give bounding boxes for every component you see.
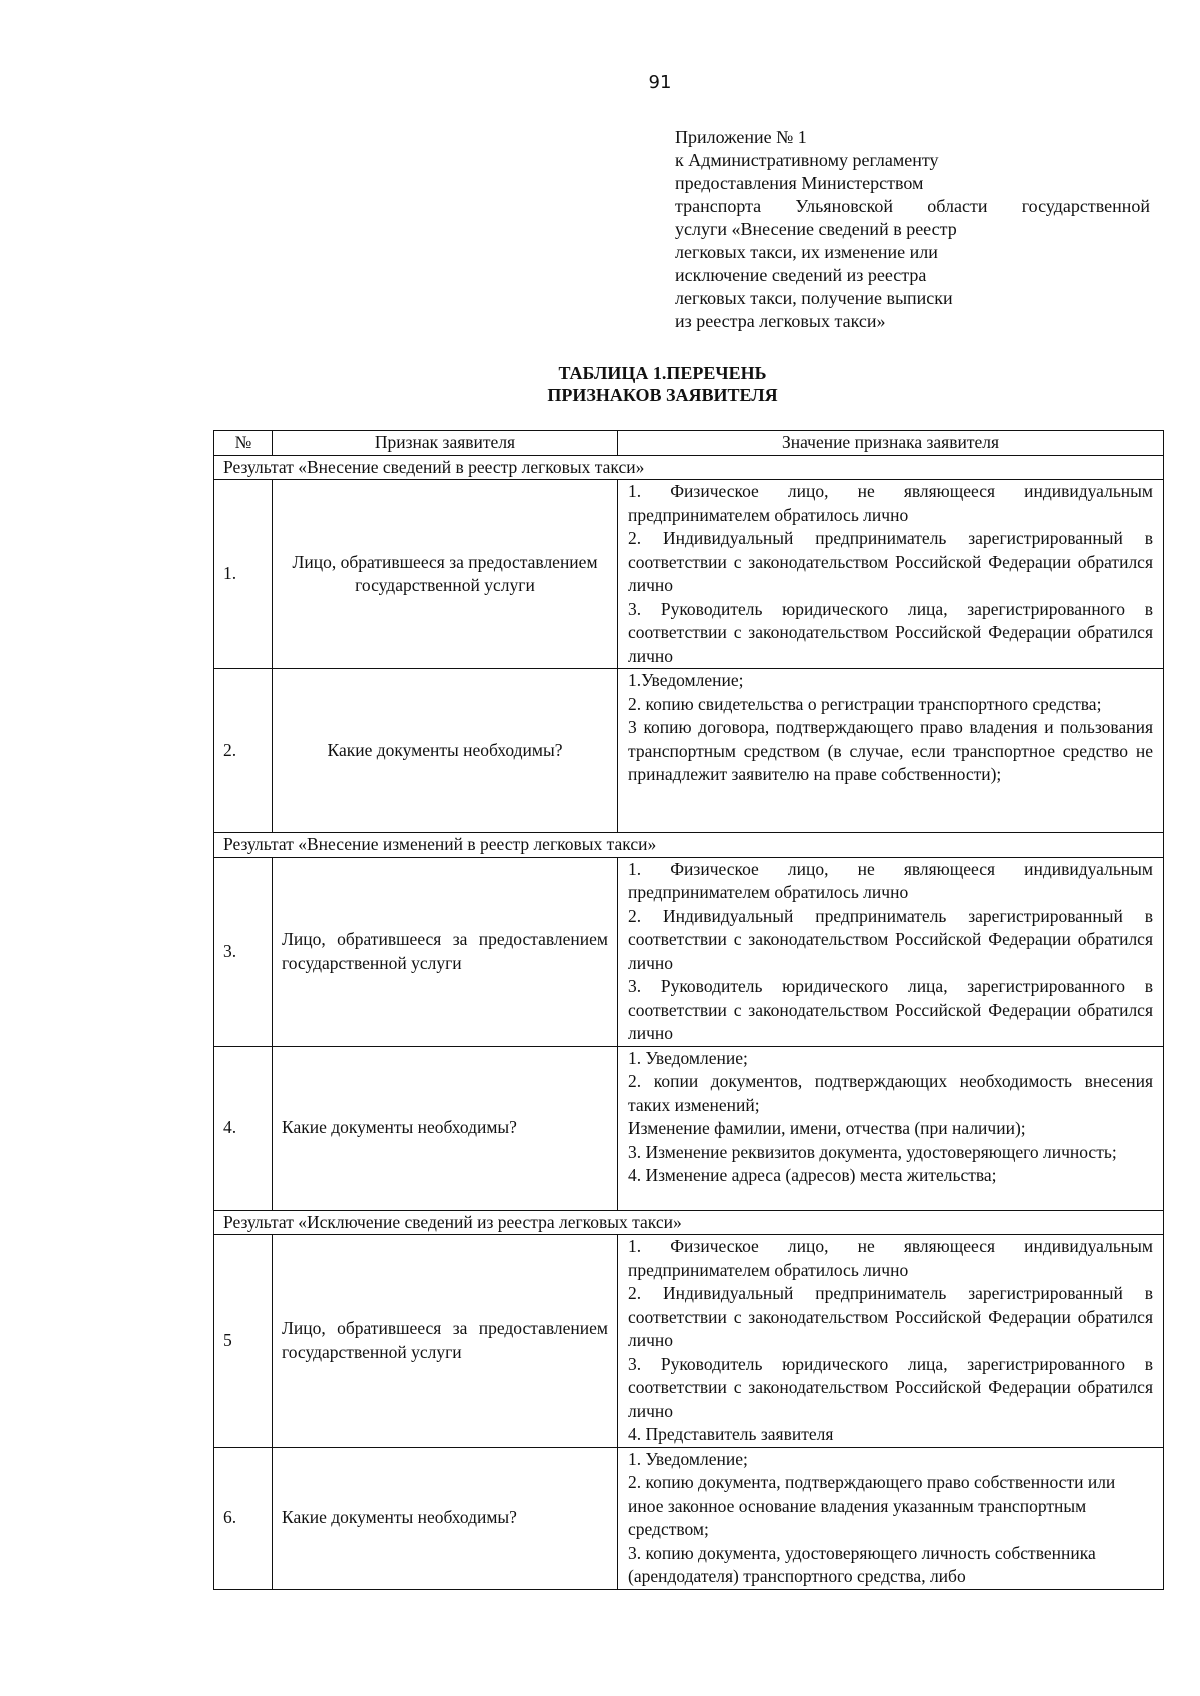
row-feature: Какие документы необходимы? [273, 1447, 618, 1589]
row-value [618, 1046, 1164, 1210]
appendix-line: Приложение № 1 [675, 127, 807, 147]
table-title [0, 362, 1200, 406]
row-value [618, 1235, 1164, 1448]
value-item: 2. копии документов, подтверждающих необходимость внесения таких изменений; [628, 1071, 1153, 1115]
row-number: 1. [214, 480, 273, 669]
row-feature: Какие документы необходимы? [273, 669, 618, 833]
value-item: 2. Индивидуальный предприниматель зарегистрированный в соответствии с законодательством Российской Федерации обратился лично [628, 1283, 1153, 1350]
row-number: 2. [214, 669, 273, 833]
appendix-line: из реестра легковых такси» [675, 311, 886, 331]
appendix-line: услуги «Внесение сведений в реестр [675, 219, 957, 239]
value-item: 3. Руководитель юридического лица, зарегистрированного в соответствии с законодательством Российской Федерации обратился лично [628, 976, 1153, 1043]
row-value [618, 480, 1164, 669]
row-value [618, 1447, 1164, 1589]
row-feature: Лицо, обратившееся за предоставлением государственной услуги [273, 857, 618, 1046]
value-item: 2. Индивидуальный предприниматель зарегистрированный в соответствии с законодательством Российской Федерации обратился лично [628, 905, 1153, 973]
value-item: 4. Представитель заявителя [628, 1424, 834, 1444]
table-row [214, 1447, 1164, 1589]
value-item: 1. Физическое лицо, не являющееся индивидуальным предпринимателем обратилось лично [628, 481, 1153, 525]
value-item: Изменение фамилии, имени, отчества (при наличии); [628, 1118, 1026, 1138]
value-item: 3. Изменение реквизитов документа, удостоверяющего личность; [628, 1141, 1117, 1162]
row-feature: Лицо, обратившееся за предоставлением государственной услуги [273, 480, 618, 669]
table-row [214, 857, 1164, 1046]
value-item: 3. копию документа, удостоверяющего личность собственника (арендодателя) транспортного средства, либо [628, 1542, 1096, 1586]
value-item: 1. Уведомление; [628, 1448, 748, 1469]
value-item: 1. Физическое лицо, не являющееся индивидуальным предпринимателем обратилось лично [628, 1236, 1153, 1280]
row-number: 5 [214, 1235, 273, 1448]
appendix-line: легковых такси, их изменение или [675, 242, 938, 262]
row-feature: Какие документы необходимы? [273, 1046, 618, 1210]
table-title-line: ПРИЗНАКОВ ЗАЯВИТЕЛЯ [547, 385, 778, 405]
row-feature: Лицо, обратившееся за предоставлением государственной услуги [273, 1235, 618, 1448]
value-item: 3 копию договора, подтверждающего право владения и пользования транспортным средством (в случае, если транспортное средство не принадлежит заявителю на праве собственности); [628, 717, 1153, 784]
row-number: 6. [214, 1447, 273, 1589]
table-row [214, 669, 1164, 833]
table-header-row [214, 431, 1164, 456]
appendix-line: транспорта Ульяновской области государственной [675, 196, 1150, 216]
column-header-value: Значение признака заявителя [618, 431, 1164, 456]
appendix-line: исключение сведений из реестра [675, 265, 927, 285]
column-header-number: № [214, 431, 273, 456]
row-number: 3. [214, 857, 273, 1046]
value-item: 4. Изменение адреса (адресов) места жительства; [628, 1165, 997, 1185]
applicant-features-table [213, 430, 1164, 1590]
table-title-line: ТАБЛИЦА 1.ПЕРЕЧЕНЬ [558, 363, 767, 383]
result-label: Результат «Внесение изменений в реестр легковых такси» [214, 833, 1164, 858]
page-number: 91 [648, 72, 672, 93]
value-item: 2. копию свидетельства о регистрации транспортного средства; [628, 693, 1102, 714]
table-row [214, 1235, 1164, 1448]
table-row [214, 1046, 1164, 1210]
appendix-note [675, 126, 1150, 333]
value-item: 1. Физическое лицо, не являющееся индивидуальным предпринимателем обратилось лично [628, 858, 1153, 902]
table-row [214, 480, 1164, 669]
row-number: 4. [214, 1046, 273, 1210]
value-item: 1.Уведомление; [628, 670, 744, 690]
value-item: 3. Руководитель юридического лица, зарегистрированного в соответствии с законодательством Российской Федерации обратился лично [628, 598, 1153, 666]
row-value [618, 669, 1164, 833]
row-value [618, 857, 1164, 1046]
column-header-feature: Признак заявителя [273, 431, 618, 456]
appendix-line: легковых такси, получение выписки [675, 288, 953, 308]
result-row [214, 1210, 1164, 1235]
value-item: 1. Уведомление; [628, 1047, 748, 1068]
result-row [214, 833, 1164, 858]
result-label: Результат «Внесение сведений в реестр легковых такси» [214, 455, 1164, 480]
value-item: 2. Индивидуальный предприниматель зарегистрированный в соответствии с законодательством Российской Федерации обратился лично [628, 528, 1153, 595]
result-row [214, 455, 1164, 480]
appendix-line: к Административному регламенту [675, 150, 939, 170]
result-label: Результат «Исключение сведений из реестра легковых такси» [214, 1210, 1164, 1235]
appendix-line: предоставления Министерством [675, 173, 924, 193]
value-item: 2. копию документа, подтверждающего право собственности или иное законное основание владения указанным транспортным средством; [628, 1472, 1116, 1539]
value-item: 3. Руководитель юридического лица, зарегистрированного в соответствии с законодательством Российской Федерации обратился лично [628, 1353, 1153, 1421]
